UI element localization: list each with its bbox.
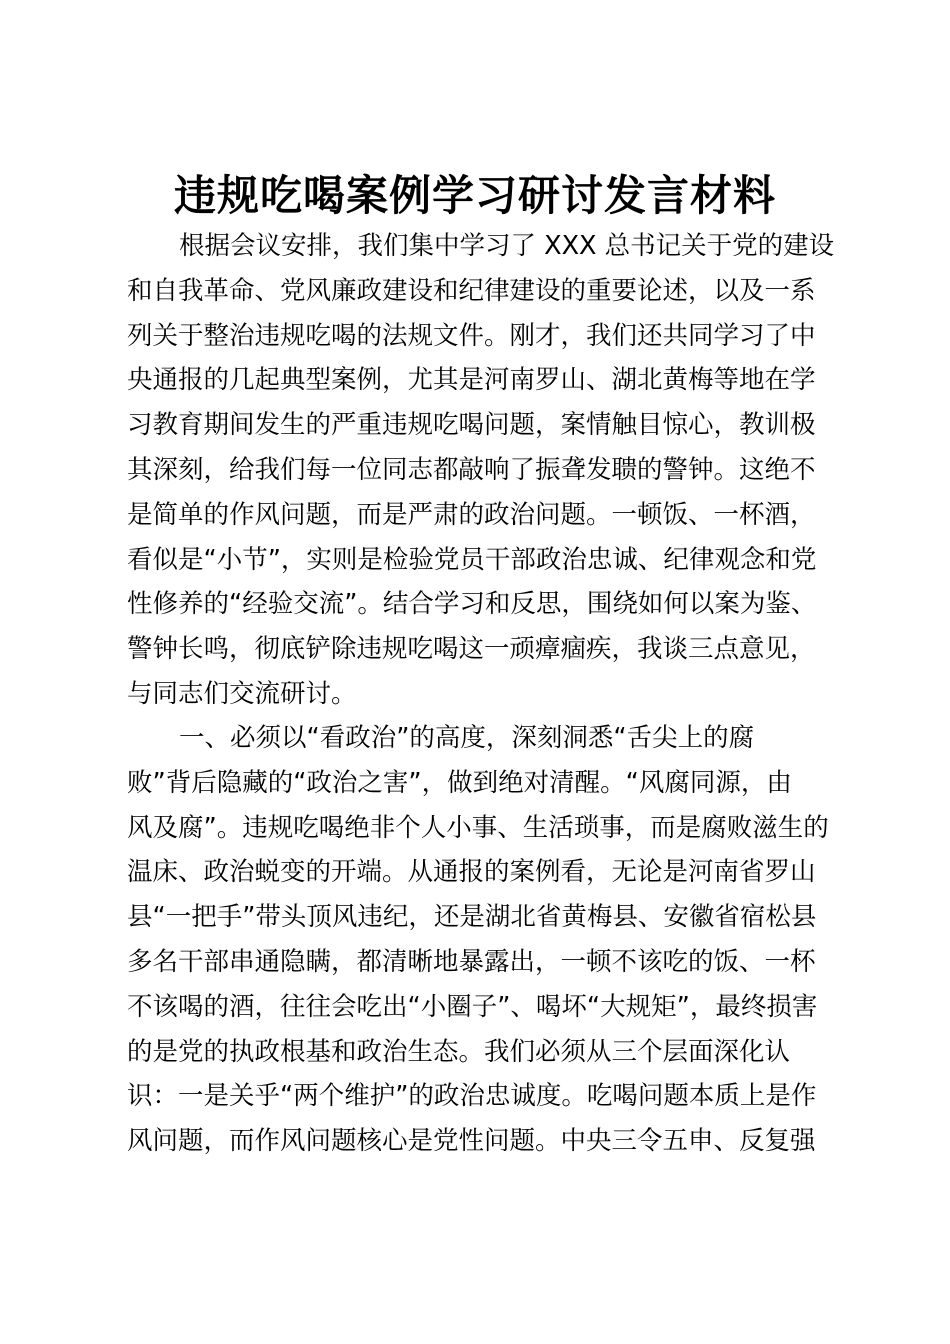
paragraph-section-one	[127, 716, 833, 1164]
text-line: 警钟长鸣，彻底铲除违规吃喝这一顽瘴痼疾，我谈三点意见，	[127, 634, 816, 665]
text-line: 是简单的作风问题，而是严肃的政治问题。一顿饭、一杯酒，	[127, 499, 816, 530]
text-line: 风及腐”。违规吃喝绝非个人小事、生活琐事，而是腐败滋生的	[127, 812, 829, 843]
text-line: 的是党的执政根基和政治生态。我们必须从三个层面深化认	[127, 1036, 791, 1067]
text-line: 识：一是关乎“两个维护”的政治忠诚度。吃喝问题本质上是作	[127, 1081, 817, 1112]
text-line: 县“一把手”带头顶风违纪，还是湖北省黄梅县、安徽省宿松县	[127, 902, 817, 933]
text-line: 温床、政治蜕变的开端。从通报的案例看，无论是河南省罗山	[127, 857, 816, 888]
text-line: 败”背后隐藏的“政治之害”，做到绝对清醒。“风腐同源，由	[127, 767, 792, 798]
text-line: 根据会议安排，我们集中学习了 XXX 总书记关于党的建设	[179, 231, 835, 261]
text-line: 风问题，而作风问题核心是党性问题。中央三令五申、反复强	[127, 1126, 816, 1157]
document-title: 违规吃喝案例学习研讨发言材料	[173, 171, 776, 220]
paragraph-intro	[127, 224, 833, 717]
text-line: 列关于整治违规吃喝的法规文件。刚才，我们还共同学习了中	[127, 320, 816, 351]
text-line: 习教育期间发生的严重违规吃喝问题，案情触目惊心，教训极	[127, 410, 816, 441]
text-line: 其深刻，给我们每一位同志都敲响了振聋发聩的警钟。这绝不	[127, 454, 816, 485]
text-line: 性修养的“经验交流”。结合学习和反思，围绕如何以案为鉴、	[127, 589, 817, 620]
text-line: 与同志们交流研讨。	[127, 678, 357, 709]
text-line: 一、必须以“看政治”的高度，深刻洞悉“舌尖上的腐	[179, 723, 755, 753]
text-line: 看似是“小节”，实则是检验党员干部政治忠诚、纪律观念和党	[127, 544, 817, 575]
text-line: 央通报的几起典型案例，尤其是河南罗山、湖北黄梅等地在学	[127, 365, 816, 396]
text-line: 不该喝的酒，往往会吃出“小圈子”、喝坏“大规矩”，最终损害	[127, 991, 818, 1022]
text-line: 多名干部串通隐瞒，都清晰地暴露出，一顿不该吃的饭、一杯	[127, 946, 816, 977]
text-line: 和自我革命、党风廉政建设和纪律建设的重要论述，以及一系	[127, 275, 816, 306]
